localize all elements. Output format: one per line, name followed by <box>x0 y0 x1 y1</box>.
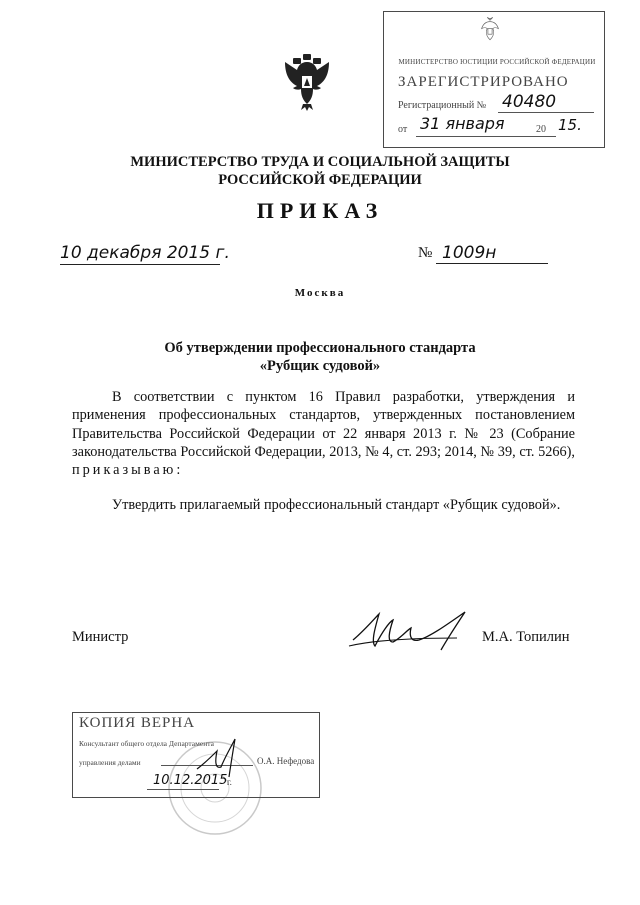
copy-stamp-heading: КОПИЯ ВЕРНА <box>79 715 196 731</box>
registration-status: ЗАРЕГИСТРИРОВАНО <box>398 74 569 90</box>
registration-number-value: 40480 <box>502 92 557 112</box>
copy-stamp-position-2: управления делами <box>79 758 141 767</box>
paragraph-basis <box>72 388 575 479</box>
order-date: 10 декабря 2015 г. <box>60 243 230 263</box>
registration-year-prefix: 20 <box>536 124 546 135</box>
ministry-line-1: МИНИСТЕРСТВО ТРУДА И СОЦИАЛЬНОЙ ЗАЩИТЫ <box>130 154 510 170</box>
order-verb: приказываю: <box>72 462 184 479</box>
registration-number-row <box>398 92 598 112</box>
registration-year-value: 15. <box>558 116 582 134</box>
subject-line-1: Об утверждении профессионального стандарта <box>164 340 476 356</box>
copy-stamp-position-1: Консультант общего отдела Департамента <box>79 739 214 748</box>
ministry-name <box>60 153 580 189</box>
signer-title: Министр <box>72 629 129 645</box>
order-number-label: № <box>418 245 433 261</box>
registration-date-row <box>398 114 598 135</box>
city: Москва <box>294 287 346 299</box>
copy-stamp-date-line <box>147 789 219 790</box>
ministry-line-2: РОССИЙСКОЙ ФЕДЕРАЦИИ <box>218 172 422 188</box>
signer-name: М.А. Топилин <box>482 629 570 645</box>
coat-of-arms-icon <box>281 52 333 112</box>
registration-date-prefix: от <box>398 124 408 135</box>
registration-ministry: МИНИСТЕРСТВО ЮСТИЦИИ РОССИЙСКОЙ ФЕДЕРАЦИИ <box>398 58 596 66</box>
paragraph-basis-text: В соответствии с пунктом 16 Правил разработки, утверждения и применения профессиональных стандартов, утвержденных постановлением Правительства Российской Федерации от 22 января 2013 г. № 23 (Собрание законодательства Российской Федерации, 2013, № 4, ст. 293; 2014, № 39, ст. 5266), <box>72 389 575 460</box>
registration-number-line <box>498 112 594 113</box>
certified-copy-stamp <box>72 712 320 798</box>
document-type: ПРИКАЗ <box>256 198 384 223</box>
registration-date-line <box>416 136 556 137</box>
copy-stamp-date: 10.12.2015 <box>153 773 228 788</box>
registration-number-label: Регистрационный № <box>398 100 487 111</box>
signature-icon <box>345 600 485 670</box>
registration-date-value: 31 января <box>420 114 505 133</box>
paragraph-decision: Утвердить прилагаемый профессиональный стандарт «Рубщик судовой». <box>112 497 561 513</box>
registration-stamp <box>383 11 605 148</box>
document-subject <box>60 339 580 375</box>
copy-stamp-signer: О.А. Нефедова <box>257 756 315 766</box>
eagle-emblem-icon <box>476 16 504 44</box>
subject-line-2: «Рубщик судовой» <box>259 358 381 374</box>
order-number-value: 1009н <box>436 243 548 264</box>
copy-stamp-year-suffix: г. <box>227 777 232 787</box>
